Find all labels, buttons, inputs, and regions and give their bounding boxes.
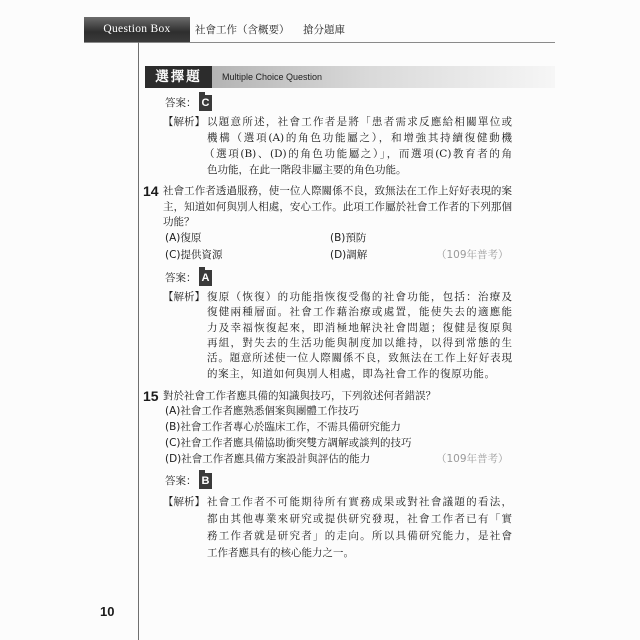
answer-label: 答案： bbox=[165, 475, 197, 487]
explanation-line: 機構（選項(A)的角色功能屬之），和增強其持續復健動機 bbox=[207, 132, 512, 144]
section-title: 選擇題 bbox=[145, 66, 212, 88]
margin-rule bbox=[138, 42, 139, 640]
question-box-label: Question Box bbox=[84, 17, 190, 42]
option-b: (B)社會工作者專心於臨床工作，不需具備研究能力 bbox=[165, 421, 401, 433]
explanation-line: 以題意所述，社會工作者是將「患者需求反應給相關單位或 bbox=[207, 116, 512, 128]
book-title: 社會工作（含概要） bbox=[195, 24, 290, 36]
explanation-line: 力及幸福恢復起來，即消極地解決社會問題；復健是復原與 bbox=[207, 322, 512, 334]
explanation-line: 社會工作者不可能期待所有實務成果或對社會議題的看法， bbox=[207, 496, 512, 508]
page-number: 10 bbox=[100, 604, 115, 619]
explanation-line: 務工作者就是研究者」的走向。所以具備研究能力，是社會 bbox=[207, 530, 512, 542]
option-d: (D)社會工作者應具備方案設計與評估的能力 bbox=[165, 453, 371, 465]
option-b: (B)預防 bbox=[330, 232, 367, 244]
section-subtitle: Multiple Choice Question bbox=[222, 72, 323, 82]
exam-source: （109年普考） bbox=[436, 249, 509, 261]
explanation-label: 【解析】 bbox=[163, 496, 205, 508]
explanation-label: 【解析】 bbox=[163, 116, 205, 128]
question-line: 功能？ bbox=[163, 216, 195, 228]
header-rule bbox=[84, 42, 555, 43]
question-line: 主，知道如何與別人相處，安心工作。此項工作屬於社會工作者的下列那個 bbox=[163, 201, 512, 213]
option-c: (C)社會工作者應具備協助衝突雙方調解或談判的技巧 bbox=[165, 437, 412, 449]
exam-source: （109年普考） bbox=[436, 453, 509, 465]
explanation-label: 【解析】 bbox=[163, 291, 205, 303]
explanation-line: 工作者應具有的核心能力之一。 bbox=[207, 547, 354, 559]
option-a: (A)復原 bbox=[165, 232, 202, 244]
explanation-line: 復原（恢復）的功能指恢復受傷的社會功能，包括：治療及 bbox=[207, 291, 512, 303]
explanation-line: 的案主，知道如何與別人相處，即為社會工作的復原功能。 bbox=[207, 368, 496, 380]
answer-badge: A bbox=[199, 270, 212, 286]
option-c: (C)提供資源 bbox=[165, 249, 223, 261]
option-a: (A)社會工作者應熟悉個案與團體工作技巧 bbox=[165, 405, 359, 417]
answer-label: 答案： bbox=[165, 97, 197, 109]
question-number: 15 bbox=[143, 388, 159, 404]
book-subtitle: 搶分題庫 bbox=[303, 24, 345, 36]
question-line: 對於社會工作者應具備的知識與技巧，下列敘述何者錯誤？ bbox=[163, 390, 436, 402]
explanation-line: 活。題意所述使一位人際關係不良，致無法在工作上好好表現 bbox=[207, 352, 512, 364]
explanation-line: 再組，對失去的生活功能與制度加以維持，以得到常態的生 bbox=[207, 337, 512, 349]
answer-label: 答案： bbox=[165, 272, 197, 284]
answer-badge: C bbox=[199, 95, 212, 111]
answer-badge: B bbox=[199, 473, 212, 489]
explanation-line: 色功能，在此一階段非屬主要的角色功能。 bbox=[207, 164, 407, 176]
explanation-line: （選項(B)、(D)的角色功能屬之）」，而選項(C)教育者的角 bbox=[204, 148, 512, 160]
option-d: (D)調解 bbox=[330, 249, 368, 261]
question-number: 14 bbox=[143, 183, 159, 199]
question-line: 社會工作者透過服務，使一位人際關係不良，致無法在工作上好好表現的案 bbox=[163, 185, 512, 197]
explanation-line: 都由其他專業來研究或提供研究發現，社會工作者已有「實 bbox=[207, 513, 512, 525]
explanation-line: 復健兩種層面。社會工作藉治療或處置，能使失去的適應能 bbox=[207, 306, 512, 318]
